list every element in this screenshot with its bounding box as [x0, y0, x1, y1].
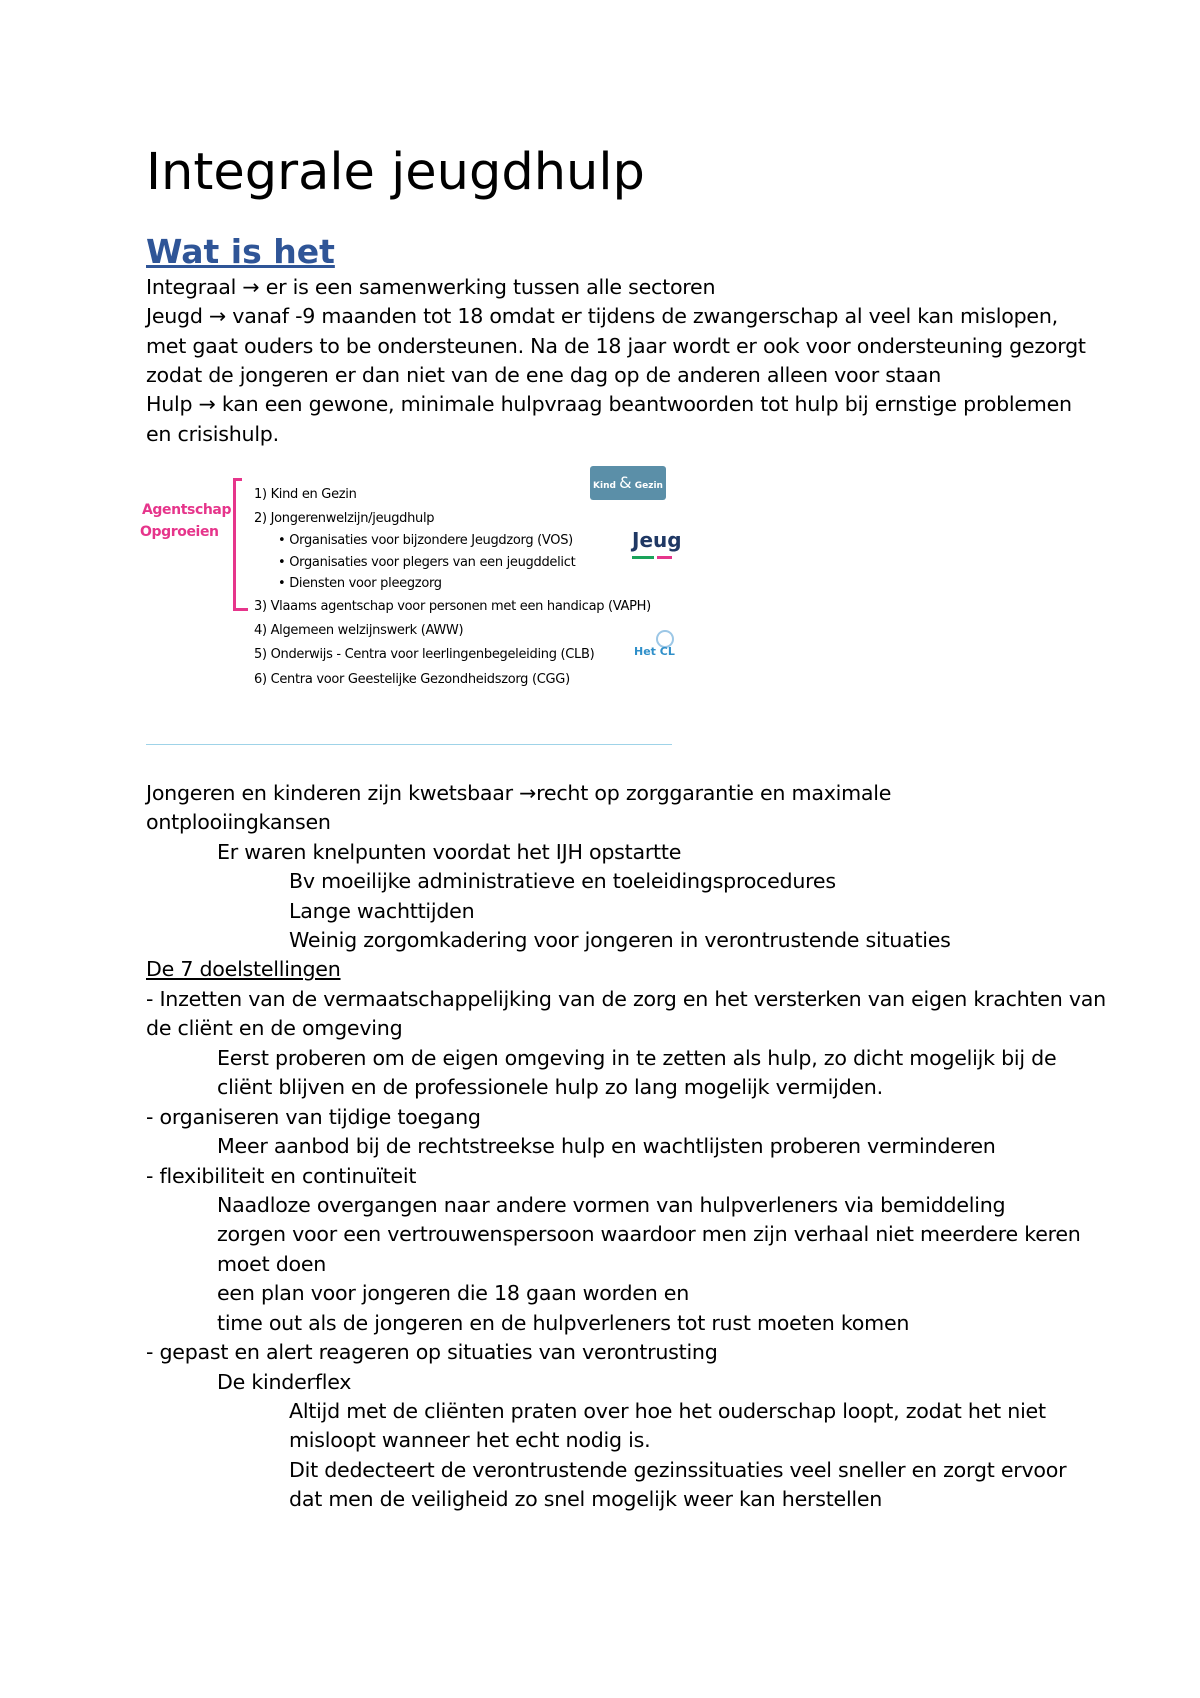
slide-list-item: 3) Vlaams agentschap voor personen met een handicap (VAPH) — [254, 599, 651, 614]
jeugdhulp-logo-bar — [632, 556, 672, 559]
body-line: de cliënt en de omgeving — [146, 1016, 403, 1040]
intro-line: en crisishulp. — [146, 422, 279, 446]
intro-line: met gaat ouders to be ondersteunen. Na de 18 jaar wordt er ook voor ondersteuning gezorgt — [146, 334, 1086, 358]
slide-list-item: 5) Onderwijs - Centra voor leerlingenbegeleiding (CLB) — [254, 647, 595, 662]
page-title: Integrale jeugdhulp — [146, 143, 645, 202]
body-line: Bv moeilijke administratieve en toeleidingsprocedures — [289, 869, 836, 893]
intro-line: Jeugd → vanaf -9 maanden tot 18 omdat er tijdens de zwangerschap al veel kan mislopen, — [146, 304, 1058, 328]
jeugdhulp-logo: Jeug — [632, 528, 682, 552]
slide-sub-item: • Organisaties voor bijzondere Jeugdzorg (VOS) — [278, 533, 573, 548]
body-line: Weinig zorgomkadering voor jongeren in verontrustende situaties — [289, 928, 951, 952]
body-line: Lange wachttijden — [289, 899, 475, 923]
body-line: - flexibiliteit en continuïteit — [146, 1164, 417, 1188]
slide-list-item: 2) Jongerenwelzijn/jeugdhulp — [254, 511, 435, 526]
body-line: dat men de veiligheid zo snel mogelijk weer kan herstellen — [289, 1487, 883, 1511]
body-line: misloopt wanneer het echt nodig is. — [289, 1428, 651, 1452]
body-line: Meer aanbod bij de rechtstreekse hulp en wachtlijsten proberen verminderen — [217, 1134, 996, 1158]
body-line: ontplooiingkansen — [146, 810, 331, 834]
body-line: - gepast en alert reageren op situaties van verontrusting — [146, 1340, 718, 1364]
kind-en-gezin-logo: Kind & Gezin — [590, 466, 666, 500]
body-line: Naadloze overgangen naar andere vormen van hulpverleners via bemiddeling — [217, 1193, 1006, 1217]
intro-line: zodat de jongeren er dan niet van de ene dag op de anderen alleen voor staan — [146, 363, 942, 387]
body-line: Jongeren en kinderen zijn kwetsbaar →recht op zorggarantie en maximale — [146, 781, 892, 805]
body-line: een plan voor jongeren die 18 gaan worden en — [217, 1281, 690, 1305]
intro-line: Integraal → er is een samenwerking tussen alle sectoren — [146, 275, 716, 299]
slide-sub-item: • Organisaties voor plegers van een jeugddelict — [278, 555, 576, 570]
slide-sub-item: • Diensten voor pleegzorg — [278, 576, 442, 591]
slide-list-item: 4) Algemeen welzijnswerk (AWW) — [254, 623, 464, 638]
slide-list-item: 6) Centra voor Geestelijke Gezondheidszorg (CGG) — [254, 672, 570, 687]
sectors-slide-image — [140, 460, 682, 710]
intro-line: Hulp → kan een gewone, minimale hulpvraag beantwoorden tot hulp bij ernstige problemen — [146, 392, 1072, 416]
agency-label-line1: Agentschap — [142, 502, 232, 518]
body-line: - organiseren van tijdige toegang — [146, 1105, 481, 1129]
agency-label-line2: Opgroeien — [140, 524, 219, 540]
body-line: cliënt blijven en de professionele hulp zo lang mogelijk vermijden. — [217, 1075, 883, 1099]
body-line: Dit dedecteert de verontrustende gezinssituaties veel sneller en zorgt ervoor — [289, 1458, 1067, 1482]
body-line: Er waren knelpunten voordat het IJH opstartte — [217, 840, 682, 864]
slide-list-item: 1) Kind en Gezin — [254, 487, 357, 502]
body-line: zorgen voor een vertrouwenspersoon waardoor men zijn verhaal niet meerdere keren — [217, 1222, 1081, 1246]
horizontal-rule — [146, 744, 672, 745]
body-line: Altijd met de cliënten praten over hoe het ouderschap loopt, zodat het niet — [289, 1399, 1046, 1423]
section-heading: Wat is het — [146, 232, 335, 271]
body-line: - Inzetten van de vermaatschappelijking van de zorg en het versterken van eigen krachten van — [146, 987, 1106, 1011]
body-line: De kinderflex — [217, 1370, 352, 1394]
body-line: moet doen — [217, 1252, 327, 1276]
goals-subheading: De 7 doelstellingen — [146, 957, 341, 981]
agency-bracket — [233, 478, 242, 611]
body-line: Eerst proberen om de eigen omgeving in te zetten als hulp, zo dicht mogelijk bij de — [217, 1046, 1057, 1070]
body-line: time out als de jongeren en de hulpverleners tot rust moeten komen — [217, 1311, 910, 1335]
clb-logo: Het CL — [634, 645, 675, 658]
